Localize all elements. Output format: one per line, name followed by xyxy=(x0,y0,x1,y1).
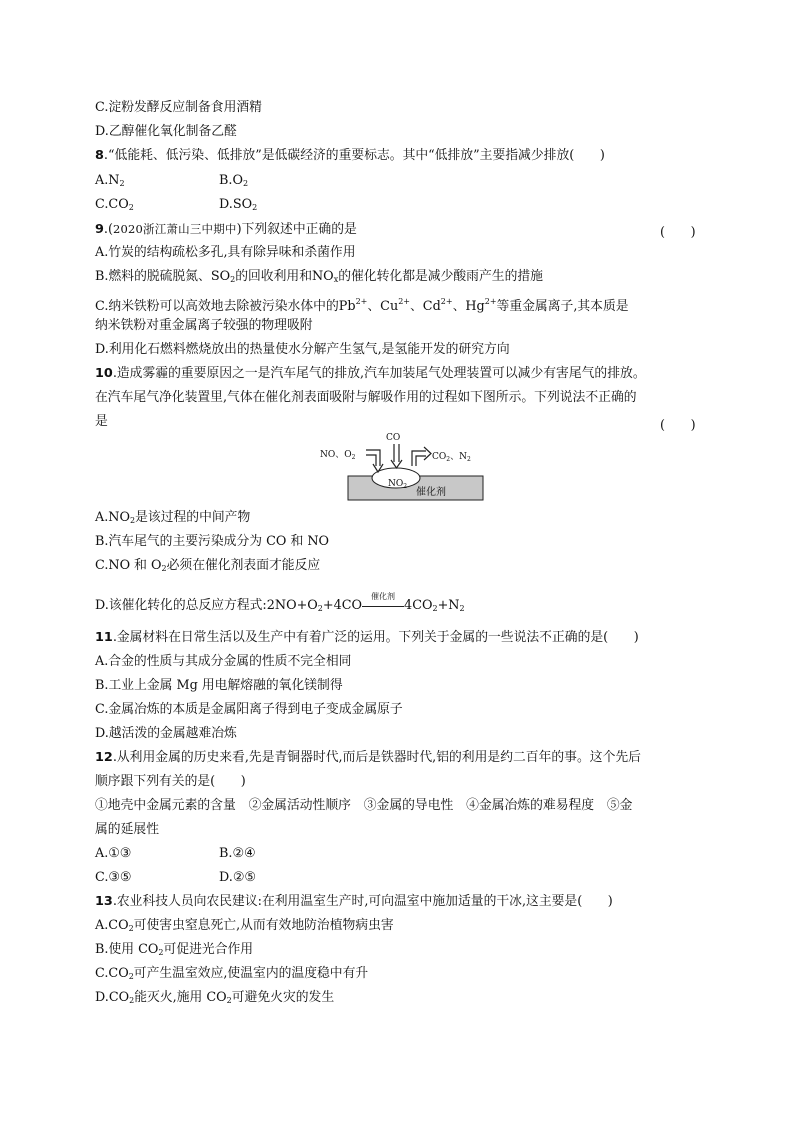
q13-option-c: $C.CO_2$可产生温室效应,使温室内的温度稳中有升 xyxy=(95,966,369,981)
q10-answer-paren: ( ) xyxy=(660,418,696,433)
q7-option-d: D.乙醇催化氧化制备乙醛 xyxy=(95,124,237,139)
q10-option-c: C.NO 和 $O_2$必须在催化剂表面才能反应 xyxy=(95,558,321,573)
q11-option-c: C.金属冶炼的本质是金属阳离子得到电子变成金属原子 xyxy=(95,702,403,717)
q13-option-b: B.使用 $CO_2$可促进光合作用 xyxy=(95,942,254,957)
q11-stem: 11.金属材料在日常生活以及生产中有着广泛的运用。下列关于金属的一些说法不正确的是( ) xyxy=(95,630,639,645)
q12-option-d: D.②⑤ xyxy=(219,870,256,885)
co-arrow xyxy=(394,444,399,462)
q10-option-d: D.该催化转化的总反应方程式$:2NO+O_2+4CO$ 催化剂 $4CO_2+N_2$ xyxy=(95,598,465,617)
q12-option-c: C.③⑤ xyxy=(95,870,132,885)
q10-option-a: $A.NO_2$是该过程的中间产物 xyxy=(95,510,251,525)
q12-stem: 12.从利用金属的历史来看,先是青铜器时代,而后是铁器时代,铝的利用是约二百年的事。这个先后 xyxy=(95,750,641,765)
q9-stem: 9.(2020浙江萧山三中期中)下列叙述中正确的是 xyxy=(95,222,357,237)
catalyst-condition: 催化剂 xyxy=(371,591,396,601)
q10-option-b: B.汽车尾气的主要污染成分为 CO 和 NO xyxy=(95,534,330,549)
q8-option-a: $A.N_2$ xyxy=(95,173,125,188)
q8-options-ab xyxy=(95,173,125,192)
catalyst-diagram xyxy=(318,428,498,508)
q12-option-b: B.②④ xyxy=(219,846,256,861)
q12-choices: ①地壳中金属元素的含量 ②金属活动性顺序 ③金属的导电性 ④金属冶炼的难易程度 ⑤金 xyxy=(95,798,633,813)
q9-option-a: A.竹炭的结构疏松多孔,具有除异味和杀菌作用 xyxy=(95,245,356,260)
output-arrow xyxy=(412,451,426,466)
q12-option-a: A.①③ xyxy=(95,846,132,861)
input-label: NO、$O_2$ xyxy=(320,450,356,461)
catalyst-label: 催化剂 xyxy=(416,487,446,498)
input-arrow xyxy=(366,450,380,466)
q9-answer-paren: ( ) xyxy=(660,225,696,240)
q10-stem-cont2: 是 xyxy=(95,414,108,429)
center-species: $NO_2$ xyxy=(388,479,408,490)
q12-choices-cont: 属的延展性 xyxy=(95,822,159,837)
q8-stem: 8.“低能耗、低污染、低排放”是低碳经济的重要标志。其中“低排放”主要指减少排放( ) xyxy=(95,148,605,163)
q8-option-b: $B.O_2$ xyxy=(219,173,249,188)
co-label: CO xyxy=(386,433,401,443)
q13-option-d: $D.CO_2$能灭火,施用 $CO_2$可避免火灾的发生 xyxy=(95,990,335,1005)
output-label: $CO_2$、$N_2$ xyxy=(432,452,471,463)
reaction-arrow xyxy=(362,591,404,613)
q11-option-d: D.越活泼的金属越难冶炼 xyxy=(95,726,237,741)
q13-stem: 13.农业科技人员向农民建议:在利用温室生产时,可向温室中施加适量的干冰,这主要是( ) xyxy=(95,894,613,909)
q11-option-b: B.工业上金属 Mg 用电解熔融的氧化镁制得 xyxy=(95,678,343,693)
q13-option-a: $A.CO_2$可使害虫窒息死亡,从而有效地防治植物病虫害 xyxy=(95,918,394,933)
q12-stem-cont: 顺序跟下列有关的是( ) xyxy=(95,774,246,789)
q9-source: 2020浙江萧山三中期中 xyxy=(112,222,237,236)
q8-option-d: $D.SO_2$ xyxy=(219,197,258,212)
q9-option-c-cont: 纳米铁粉对重金属离子较强的物理吸附 xyxy=(95,318,313,333)
q10-stem: 10.造成雾霾的重要原因之一是汽车尾气的排放,汽车加装尾气处理装置可以减少有害尾气的排放。 xyxy=(95,366,646,381)
q9-option-d: D.利用化石燃料燃烧放出的热量使水分解产生氢气,是氢能开发的研究方向 xyxy=(95,342,510,357)
q9-option-c: C.纳米铁粉可以高效地去除被污染水体中的$Pb^{2+}$、$Cu^{2+}$、$Cd^{2+}$、$Hg^{2+}$等重金属离子,其本质是 xyxy=(95,297,629,314)
q11-option-a: A.合金的性质与其成分金属的性质不完全相同 xyxy=(95,654,352,669)
q9-option-b: B.燃料的脱硫脱氮、$SO_2$的回收利用和$NO_x$的催化转化都是减少酸雨产生的措施 xyxy=(95,269,543,284)
q7-option-c: C.淀粉发酵反应制备食用酒精 xyxy=(95,100,262,115)
q8-option-c: $C.CO_2$ xyxy=(95,197,134,212)
q10-stem-cont1: 在汽车尾气净化装置里,气体在催化剂表面吸附与解吸作用的过程如下图所示。下列说法不正确的 xyxy=(95,390,637,405)
